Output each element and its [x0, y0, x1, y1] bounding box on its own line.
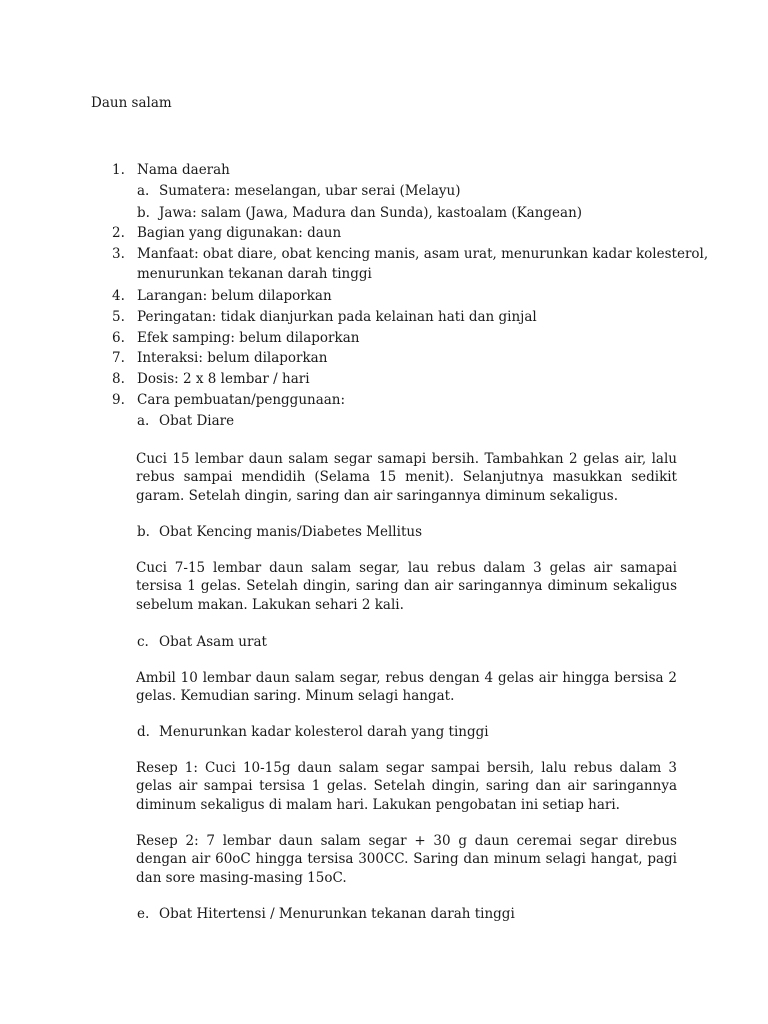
list-item-continuation — [0, 264, 768, 284]
list-number: 1. — [112, 162, 125, 178]
list-subitem-text: Sumatera: meselangan, ubar serai (Melayu) — [159, 183, 461, 199]
list-item-text: Bagian yang digunakan: daun — [137, 225, 342, 241]
list-item — [0, 390, 768, 410]
list-item-text: Efek samping: belum dilaporkan — [137, 330, 360, 346]
section-heading-a — [0, 411, 768, 431]
list-item — [0, 348, 768, 368]
section-heading-text: Obat Hitertensi / Menurunkan tekanan darah tinggi — [159, 906, 515, 922]
list-letter: a. — [137, 183, 150, 199]
section-heading-text: Obat Diare — [159, 413, 235, 429]
list-subitem — [0, 181, 768, 201]
list-number: 6. — [112, 330, 125, 346]
list-number: 8. — [112, 371, 125, 387]
section-letter: c. — [137, 634, 149, 650]
list-item-text: Peringatan: tidak dianjurkan pada kelainan hati dan ginjal — [137, 309, 537, 325]
list-item — [0, 328, 768, 348]
list-subitem-text: Jawa: salam (Jawa, Madura dan Sunda), kastoalam (Kangean) — [159, 205, 583, 221]
list-number: 7. — [112, 350, 125, 366]
list-number: 2. — [112, 225, 125, 241]
list-item — [0, 160, 768, 180]
list-number: 3. — [112, 246, 125, 262]
list-item — [0, 223, 768, 243]
section-paragraph: Cuci 15 lembar daun salam segar samapi bersih. Tambahkan 2 gelas air, lalu rebus sampai mendidih (Selama 15 menit). Selanjutnya masukkan sedikit garam. Setelah dingin, saring dan air saringannya diminum sekaligus. — [136, 451, 677, 504]
list-item-text: Manfaat: obat diare, obat kencing manis, asam urat, menurunkan kadar kolesterol, — [137, 246, 709, 262]
section-paragraph: Resep 2: 7 lembar daun salam segar + 30 g daun ceremai segar direbus dengan air 60oC hingga tersisa 300CC. Saring dan minum selagi hangat, pagi dan sore masing-masing 15oC. — [136, 833, 677, 886]
list-number: 9. — [112, 392, 125, 408]
list-number: 5. — [112, 309, 125, 325]
list-item-text: Cara pembuatan/penggunaan: — [137, 392, 346, 408]
list-number: 4. — [112, 288, 125, 304]
section-heading-text: Obat Asam urat — [159, 634, 267, 650]
document-title: Daun salam — [91, 95, 172, 111]
list-item — [0, 369, 768, 389]
list-letter: b. — [137, 205, 150, 221]
section-paragraph: Cuci 7-15 lembar daun salam segar, lau rebus dalam 3 gelas air samapai tersisa 1 gelas. Setelah dingin, saring dan air saringannya diminum sekaligus sebelum makan. Lakukan sehari 2 kali. — [136, 560, 677, 613]
list-item-text: Interaksi: belum dilaporkan — [137, 350, 328, 366]
list-item-text: Larangan: belum dilaporkan — [137, 288, 332, 304]
list-item-text: Dosis: 2 x 8 lembar / hari — [137, 371, 310, 387]
section-letter: b. — [137, 524, 150, 540]
section-heading-d — [0, 722, 768, 742]
section-heading-text: Obat Kencing manis/Diabetes Mellitus — [159, 524, 422, 540]
section-paragraph: Resep 1: Cuci 10-15g daun salam segar sampai bersih, lalu rebus dalam 3 gelas air sampai tersisa 1 gelas. Setelah dingin, saring dan air saringannya diminum sekaligus di malam hari. Lakukan pengobatan ini setiap hari. — [136, 760, 677, 813]
section-letter: a. — [137, 413, 150, 429]
section-heading-b — [0, 522, 768, 542]
section-heading-c — [0, 632, 768, 652]
list-item-text: Nama daerah — [137, 162, 230, 178]
section-heading-e — [0, 904, 768, 924]
section-letter: e. — [137, 906, 150, 922]
list-item-text: menurunkan tekanan darah tinggi — [137, 266, 372, 282]
list-item — [0, 286, 768, 306]
list-item — [0, 307, 768, 327]
list-item — [0, 244, 768, 264]
section-paragraph: Ambil 10 lembar daun salam segar, rebus dengan 4 gelas air hingga bersisa 2 gelas. Kemudian saring. Minum selagi hangat. — [136, 670, 677, 705]
list-subitem — [0, 203, 768, 223]
section-letter: d. — [137, 724, 150, 740]
section-heading-text: Menurunkan kadar kolesterol darah yang tinggi — [159, 724, 489, 740]
